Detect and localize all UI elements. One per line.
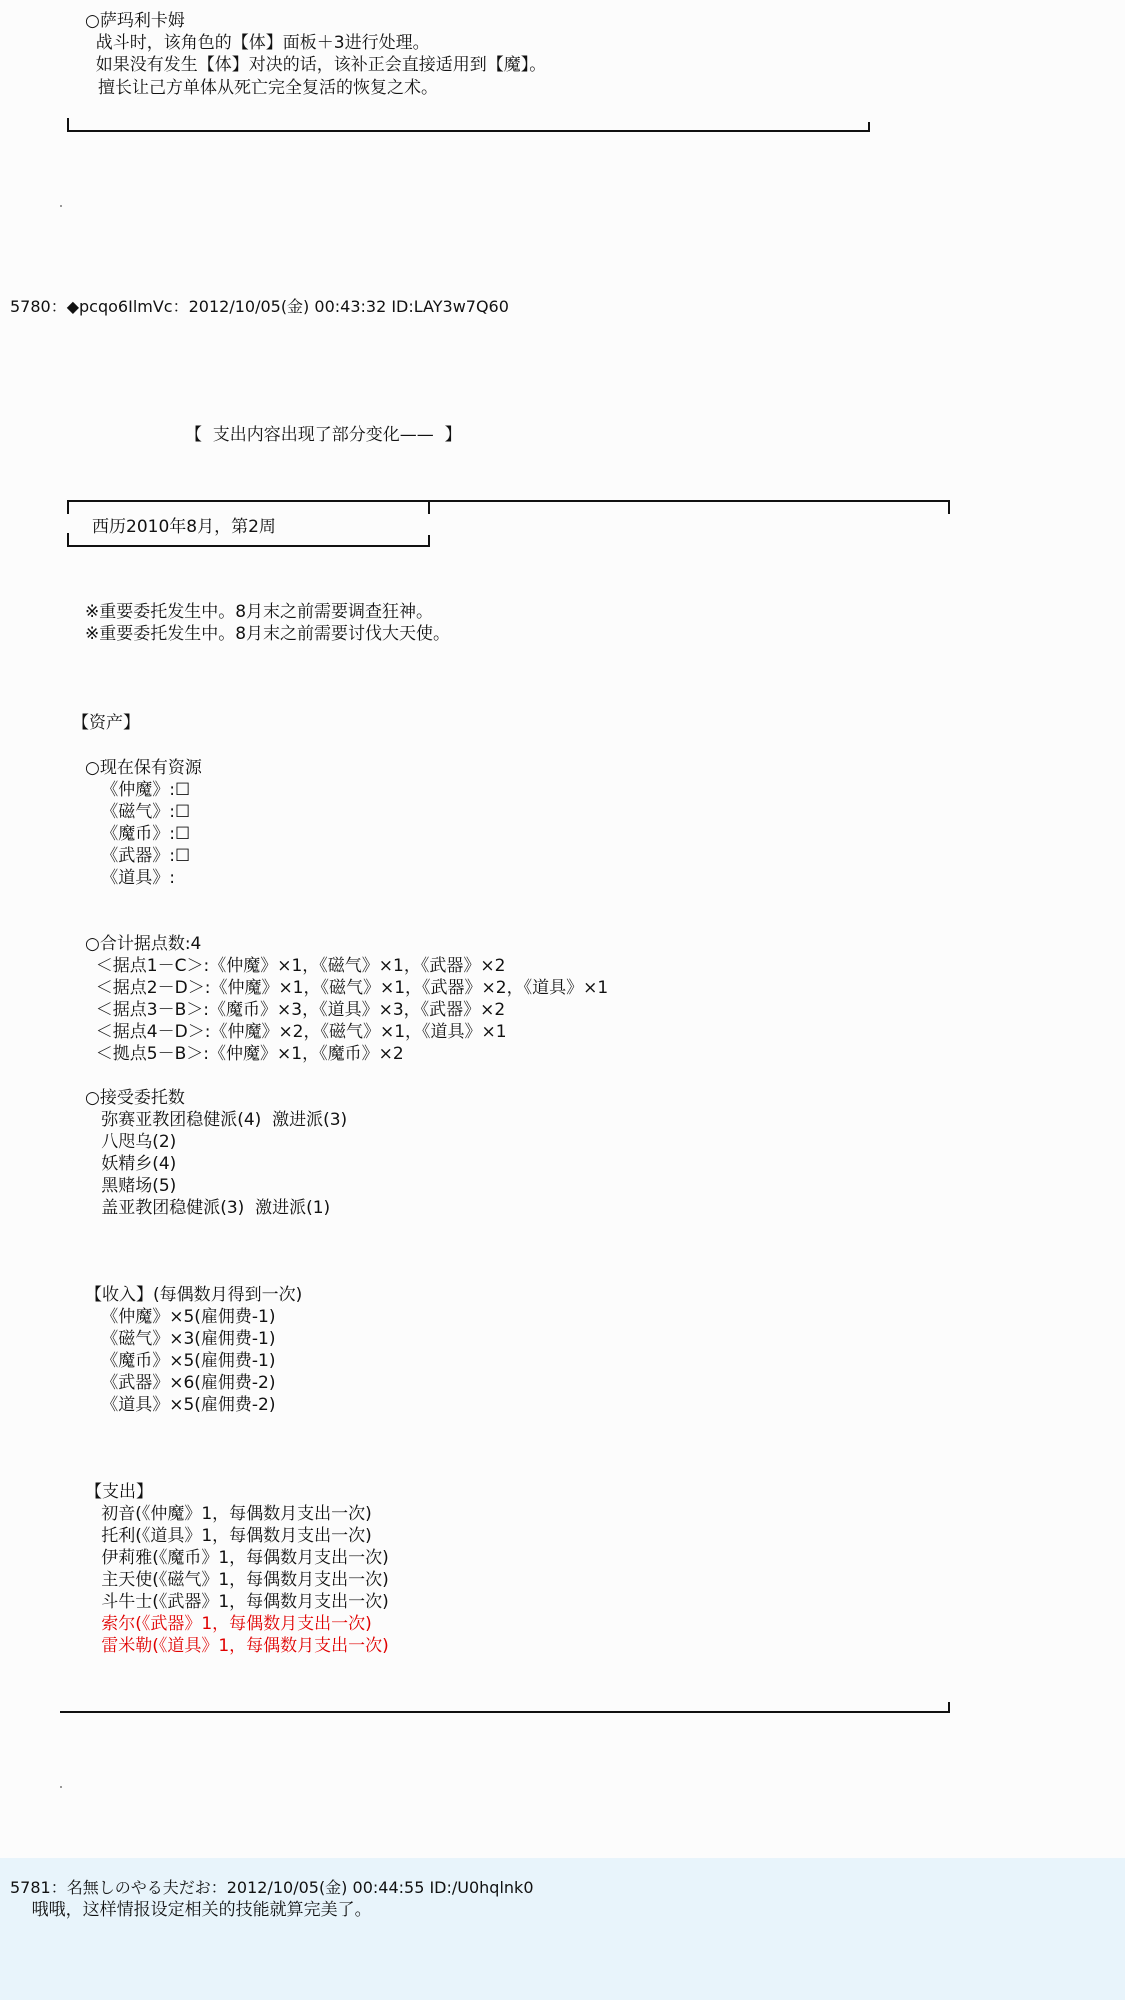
section-title: 【资产】 [72,713,140,733]
frame-rule [67,545,430,547]
resource-line: 《仲魔》:☐ [85,780,191,800]
base-line: ＜据点3－B＞:《魔币》×3，《道具》×3，《武器》×2 [85,1000,506,1020]
commission-line: ○接受委托数 [85,1088,185,1108]
income-line: 《磁气》×3(雇佣费-1) [85,1329,276,1349]
income-line: 《道具》×5(雇佣费-2) [85,1395,276,1415]
base-line: ＜据点2－D＞:《仲魔》×1，《磁气》×1，《武器》×2，《道具》×1 [85,978,609,998]
post-5781 [0,1858,1125,2000]
income-line: 《魔币》×5(雇佣费-1) [85,1351,276,1371]
expense-line-highlight: 索尔(《武器》1，每偶数月支出一次) [85,1614,372,1634]
period-label: 西历2010年8月，第2周 [92,517,276,537]
base-line: ○合计据点数:4 [85,934,202,954]
stray-dot [60,205,62,207]
text-line: ○萨玛利卡姆 [85,11,185,31]
post-header: 5780：◆pcqo6IlmVc：2012/10/05(金) 00:43:32 ID:LAY3w7Q60 [10,297,509,316]
resource-line: ○现在保有资源 [85,758,202,778]
text-line: 擅长让己方单体从死亡完全复活的恢复之术。 [98,78,438,98]
alert-line: ※重要委托发生中。8月末之前需要调查狂神。 [85,602,434,622]
frame-rule [60,1711,950,1713]
expense-line: 伊莉雅(《魔币》1，每偶数月支出一次) [85,1548,389,1568]
frame-corner [868,122,870,132]
frame-corner [948,1702,950,1713]
expense-line: 托利(《道具》1，每偶数月支出一次) [85,1526,372,1546]
text-line: 如果没有发生【体】对决的话，该补正会直接适用到【魔】。 [85,55,547,75]
frame-corner [948,500,950,514]
base-line: ＜据点4－D＞:《仲魔》×2，《磁气》×1，《道具》×1 [85,1022,507,1042]
commission-line: 黑赌场(5) [85,1176,177,1196]
commission-line: 妖精乡(4) [85,1154,177,1174]
text-line: 战斗时，该角色的【体】面板＋3进行处理。 [85,33,430,53]
base-line: ＜据点1－C＞:《仲魔》×1，《磁气》×1，《武器》×2 [85,956,506,976]
section-title: 【支出】 [85,1482,153,1502]
commission-line: 弥赛亚教团稳健派(4) 激进派(3) [85,1110,348,1130]
resource-line: 《道具》: [85,868,175,888]
frame-rule [67,130,870,132]
income-line: 《仲魔》×5(雇佣费-1) [85,1307,276,1327]
expense-line-highlight: 雷米勒(《道具》1，每偶数月支出一次) [85,1636,389,1656]
commission-line: 八咫乌(2) [85,1132,177,1152]
frame-corner [428,535,430,547]
resource-line: 《魔币》:☐ [85,824,191,844]
frame-corner [67,500,69,514]
expense-line: 主天使(《磁气》1，每偶数月支出一次) [85,1570,389,1590]
frame-rule [67,500,950,502]
commission-line: 盖亚教团稳健派(3) 激进派(1) [85,1198,331,1218]
expense-line: 初音(《仲魔》1，每偶数月支出一次) [85,1504,372,1524]
base-line: ＜拠点5－B＞:《仲魔》×1，《魔币》×2 [85,1044,404,1064]
notice-text: 【 支出内容出现了部分变化—— 】 [185,425,462,445]
stray-dot [60,1786,62,1788]
alert-line: ※重要委托发生中。8月末之前需要讨伐大天使。 [85,624,451,644]
post-body: 哦哦，这样情报设定相关的技能就算完美了。 [10,1900,372,1920]
frame-corner [428,500,430,514]
post-header: 5781：名無しのやる夫だお：2012/10/05(金) 00:44:55 ID:/U0hqlnk0 [10,1878,534,1897]
expense-line: 斗牛士(《武器》1，每偶数月支出一次) [85,1592,389,1612]
resource-line: 《武器》:☐ [85,846,191,866]
income-line: 《武器》×6(雇佣费-2) [85,1373,276,1393]
resource-line: 《磁气》:☐ [85,802,191,822]
income-line: 【收入】(每偶数月得到一次) [85,1285,303,1305]
